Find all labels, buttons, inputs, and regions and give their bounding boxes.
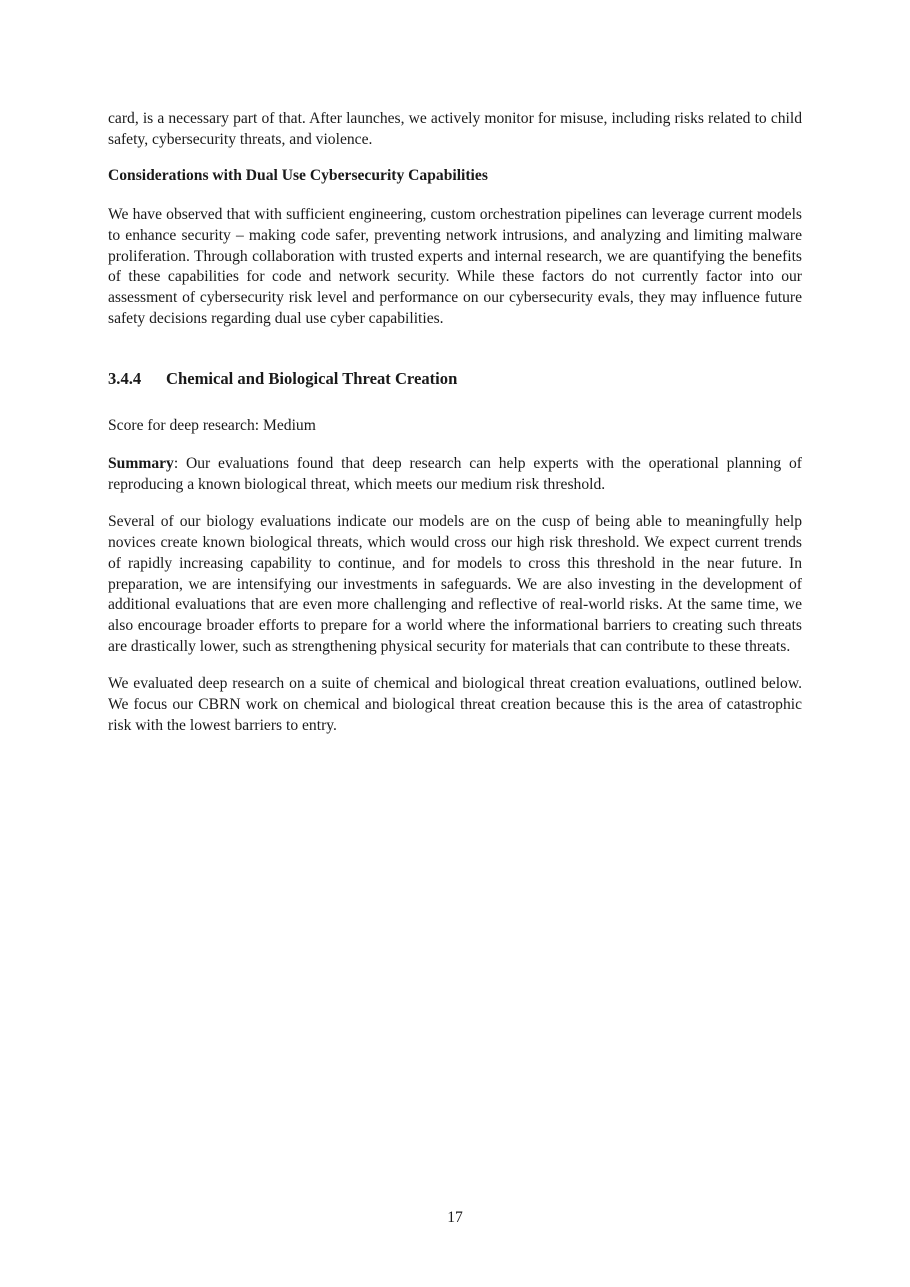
- summary-paragraph: [108, 454, 802, 495]
- section-number: 3.4.4: [108, 369, 142, 389]
- summary-text: : Our evaluations found that deep research can help experts with the operational planning of reproducing a known biological threat, which meets our medium risk threshold.: [108, 455, 802, 493]
- biology-evaluations-paragraph: Several of our biology evaluations indicate our models are on the cusp of being able to meaningfully help novices create known biological threats, which would cross our high risk threshold. We expect current trends of rapidly increasing capability to continue, and for models to cross this threshold in the near future. In preparation, we are intensifying our investments in safeguards. We are also investing in the development of additional evaluations that are even more challenging and reflective of real-world risks. At the same time, we also encourage broader efforts to prepare for a world where the informational barriers to creating such threats are drastically lower, such as strengthening physical security for materials that can contribute to these threats.: [108, 513, 802, 655]
- summary-label: Summary: [108, 455, 174, 473]
- score-line: Score for deep research: Medium: [108, 417, 316, 435]
- section-title: Chemical and Biological Threat Creation: [166, 369, 458, 389]
- document-page: [108, 109, 802, 736]
- intro-paragraph: card, is a necessary part of that. After launches, we actively monitor for misuse, including risks related to child safety, cybersecurity threats, and violence.: [108, 110, 802, 148]
- page-number: 17: [447, 1209, 463, 1226]
- dual-use-paragraph: We have observed that with sufficient engineering, custom orchestration pipelines can leverage current models to enhance security – making code safer, preventing network intrusions, and analyzing and limiting malware proliferation. Through collaboration with trusted experts and internal research, we are quantifying the benefits of these capabilities for code and network security. While these factors do not currently factor into our assessment of cybersecurity risk level and performance on our cybersecurity evals, they may influence future safety decisions regarding dual use cyber capabilities.: [108, 206, 802, 327]
- section-heading: [108, 368, 802, 390]
- dual-use-heading: Considerations with Dual Use Cybersecurity Capabilities: [108, 167, 488, 185]
- cbrn-paragraph: We evaluated deep research on a suite of chemical and biological threat creation evaluations, outlined below. We focus our CBRN work on chemical and biological threat creation because this is the area of catastrophic risk with the lowest barriers to entry.: [108, 675, 802, 734]
